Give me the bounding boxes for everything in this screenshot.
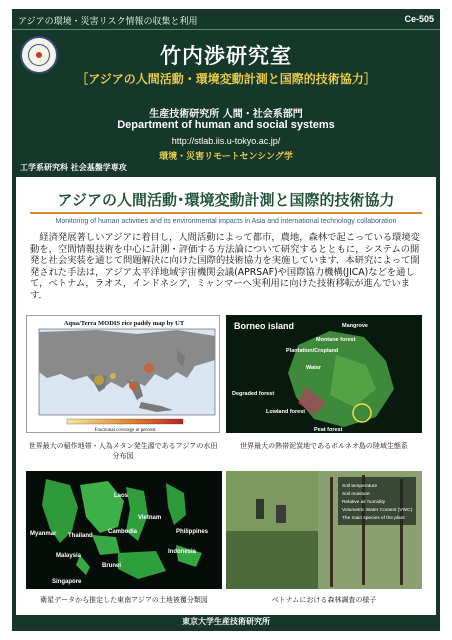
colorbar xyxy=(67,419,183,424)
sea-land-cover-map xyxy=(26,471,222,589)
label-myanmar: Myanmar xyxy=(30,531,57,537)
poster xyxy=(12,9,440,631)
overlay-line-1: Soil temperature xyxy=(342,484,378,489)
label-degraded-forest: Degraded forest xyxy=(232,391,275,397)
rice-hotspot-bangladesh xyxy=(110,373,116,379)
overlay-line-2: Soil moisture xyxy=(342,492,370,497)
photo-bottom-left xyxy=(226,531,318,589)
overlay-line-5: The main species of the plant xyxy=(342,516,405,521)
label-vietnam: Vietnam xyxy=(138,515,162,521)
poster-header xyxy=(12,9,440,172)
asia-map-graphic xyxy=(27,316,220,433)
borneo-map-graphic xyxy=(226,315,422,433)
person-silhouette-2 xyxy=(276,505,286,523)
rice-hotspot-india xyxy=(94,375,104,385)
overlay-line-3: Relative air humidity xyxy=(342,500,386,505)
graduate-school: 工学系研究科 社会基盤学専攻 xyxy=(20,163,127,172)
label-malaysia: Malaysia xyxy=(56,553,82,559)
label-brunei: Brunei xyxy=(102,563,122,569)
colorbar-label: Fractional coverage in percent xyxy=(94,428,156,433)
lab-url: http://stlab.iis.u-tokyo.ac.jp/ xyxy=(171,136,281,146)
label-montane-forest: Montane forest xyxy=(316,337,356,343)
label-peat-forest: Peat forest xyxy=(314,427,343,433)
department-en: Department of human and social systems xyxy=(117,119,335,131)
label-plantation: Plantation/Cropland xyxy=(286,348,339,354)
philippines-shape xyxy=(166,483,186,525)
footer-organization: 東京大学生産技術研究所 xyxy=(182,617,270,626)
label-thailand: Thailand xyxy=(68,533,93,539)
intro-paragraph: 経済発展著しいアジアに着目し，人間活動によって都市，農地，森林で起こっている環境変動を，空間情報技術を中心に計測・評価する方法論について研究するとともに，システムの開発と社会実装を通じて問題解決に向けた国際的技術協力を実施しています．本研究によって開発された手法は，アジア太平洋地域宇宙機関会議(APRSAF)や国際協力機構(JICA)などを通して，ベトナム，ラオス，インドネシア，ミャンマーへ実利用に向けた技術移転が進んでいます． xyxy=(30,232,420,301)
section-title-en: Monitoring of human activities and its environmental impacts in Asia and international technology collaboration xyxy=(55,218,397,225)
label-philippines: Philippines xyxy=(176,529,209,535)
asia-map-title: Aqua/Terra MODIS rice paddy map by UT xyxy=(63,320,185,327)
rice-hotspot-indochina xyxy=(129,382,137,390)
forest-photo-graphic xyxy=(226,471,422,589)
topic-tag: アジアの環境・災害リスク情報の収集と利用 xyxy=(18,17,198,27)
label-singapore: Singapore xyxy=(52,579,82,585)
lab-subtitle: ［アジアの人間活動・環境変動計測と国際的技術協力］ xyxy=(76,72,376,86)
label-cambodia: Cambodia xyxy=(108,529,138,535)
person-silhouette xyxy=(256,499,264,519)
forest-survey-photo xyxy=(226,471,422,589)
sea-map-graphic xyxy=(26,471,222,589)
borneo-shape xyxy=(118,551,166,579)
sea-map-caption: 衛星データから推定した東南アジアの土地被覆分類図 xyxy=(40,596,208,604)
cambodia-shape xyxy=(92,535,120,555)
forest-photo-caption: ベトナムにおける森林調査の様子 xyxy=(271,596,377,604)
overlay-line-4: Volumetric Water Content (VWC) xyxy=(342,508,413,513)
content-panel xyxy=(16,177,436,615)
rice-hotspot-china xyxy=(144,363,154,373)
header-divider xyxy=(12,29,440,30)
borneo-map-caption: 世界最大の熱帯泥炭地であるボルネオ島の陸域生態系 xyxy=(240,442,408,450)
section-title: アジアの人間活動･環境変動計測と国際的技術協力 xyxy=(57,191,395,209)
label-mangrove: Mangrove xyxy=(342,323,368,329)
department-jp: 生産技術研究所 人間・社会系部門 xyxy=(149,109,303,120)
label-laos: Laos xyxy=(114,493,129,499)
asia-rice-paddy-map xyxy=(26,315,220,433)
photo-top-left xyxy=(226,471,318,531)
laos-thailand-shape xyxy=(80,481,124,533)
label-indonesia: Indonesia xyxy=(168,549,197,555)
borneo-title: Borneo island xyxy=(234,321,295,331)
lab-title: 竹内渉研究室 xyxy=(160,44,292,68)
label-lowland-forest: Lowland forest xyxy=(266,409,306,415)
label-water: Water xyxy=(306,365,322,371)
tree-trunk-1 xyxy=(330,477,333,587)
research-field: 環境・災害リモートセンシング学 xyxy=(159,152,293,162)
asia-map-caption: 世界最大の稲作地帯・人為メタン発生源であるアジアの水田分布図 xyxy=(28,442,218,460)
borneo-ecosystem-map xyxy=(226,315,422,433)
poster-code: Ce-505 xyxy=(404,14,434,24)
section-divider xyxy=(30,212,422,214)
